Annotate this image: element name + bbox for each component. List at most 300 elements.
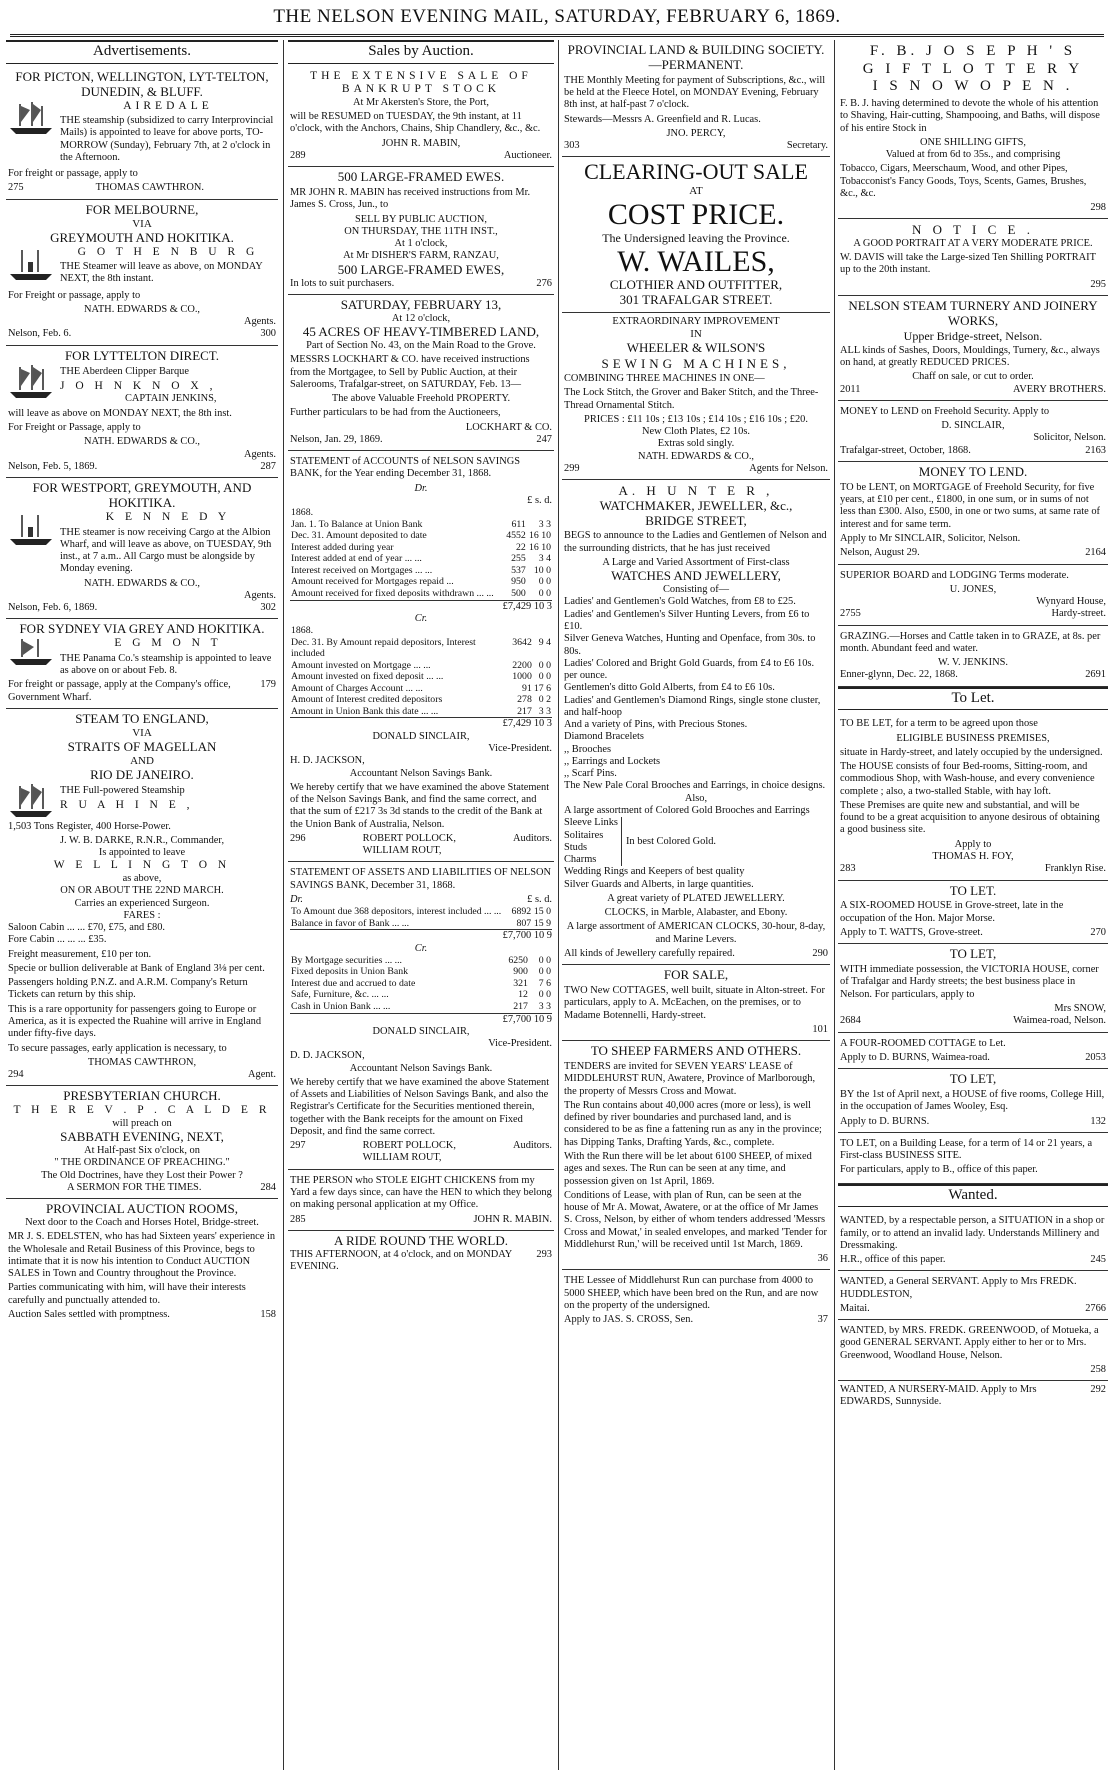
column-1 — [6, 40, 278, 1770]
ad-body: MONEY to LEND on Freehold Security. Apply to — [840, 405, 1050, 417]
account-item: Amount in Union Bank this date ... ... — [291, 705, 439, 717]
merchant-name: W. WAILES, — [617, 244, 775, 278]
masthead-rule — [10, 34, 1104, 37]
account-row — [290, 978, 552, 990]
ship-icon — [8, 246, 54, 282]
account-row — [290, 660, 552, 672]
account-row — [290, 588, 552, 600]
credit-total: £7,429 10 3 — [290, 717, 552, 730]
ad-number: 132 — [1090, 1115, 1106, 1127]
to-let-victoria-house — [838, 944, 1108, 1032]
jewellery-item: And a variety of Pins, with Precious Stones. — [564, 719, 748, 731]
ad-body: WANTED, by MRS. FREDK. GREENWOOD, of Motueka, a good GENERAL SERVANT. Apply either to her or to Mrs. Greenwood, Woodland House, Nelson. — [840, 1325, 1099, 1361]
ad-body: THE steamship (subsidized to carry Interprovincial Mails) is appointed to leave for above ports, TO-MORROW (Sunday), February 7th, at 2 o'clock in the Afternoon. — [60, 115, 274, 163]
signatory-title: Accountant Nelson Savings Bank. — [349, 767, 493, 779]
agent-name: THOMAS CAWTHRON. — [95, 182, 204, 194]
account-row — [290, 542, 552, 554]
ad-text: Waimea-road, Nelson. — [1013, 1015, 1106, 1027]
account-item: 1868. — [291, 507, 314, 519]
account-item: Amount invested on Mortgage ... ... — [291, 659, 431, 671]
bracket-item: Charms — [564, 854, 597, 866]
ad-body: TO LET, on a Building Lease, for a term of 14 or 21 years, a First-class BUSINESS SITE. — [840, 1137, 1093, 1162]
ad-text: Freight measurement, £10 per ton. — [8, 948, 152, 960]
auctioneer-name: JOHN R. MABIN, — [381, 137, 461, 149]
ship-icon — [8, 511, 54, 547]
assets-table-credit — [290, 955, 552, 1013]
ad-body: With the Run there will be let about 6100 SHEEP, of mixed ages and sexes. The Run can be seen at any time, and possession given on 1st April, 1869. — [564, 1150, 812, 1187]
ad-number: 294 — [8, 1069, 24, 1081]
sermon-topic: " THE ORDINANCE OF PREACHING." — [54, 1157, 230, 1169]
ad-date: Nelson, August 29. — [840, 547, 920, 559]
ad-date: Nelson, Feb. 5, 1869. — [8, 460, 98, 472]
jewellery-item: ,, Scarf Pins. — [564, 768, 617, 780]
ad-title: STRAITS OF MAGELLAN — [67, 738, 217, 754]
account-amount: 0 2 — [538, 694, 551, 706]
ad-text: To secure passages, early application is necessary, to — [8, 1042, 227, 1054]
ad-title: PROVINCIAL LAND & BUILDING SOCIETY.—PERMANENT. — [567, 42, 825, 72]
ad-text: Hardy-street. — [1051, 608, 1106, 620]
agent-label: Agents. — [243, 316, 276, 328]
ad-text: The Old Doctrines, have they Lost their Power ? — [41, 1169, 243, 1181]
account-row — [290, 918, 552, 930]
account-row — [290, 576, 552, 588]
ad-signature: THOMAS H. FOY, — [932, 851, 1014, 862]
jewellery-item: ,, Earrings and Lockets — [564, 755, 661, 767]
account-amount: 4552 — [506, 530, 526, 542]
bracket-item: Studs — [564, 841, 588, 853]
ad-body: THE Full-powered Steamship — [60, 784, 185, 796]
ad-text: At Half-past Six o'clock, on — [84, 1145, 200, 1156]
ship-icon — [8, 100, 54, 136]
ad-text: At 1 o'clock, — [394, 238, 448, 250]
ship-name: J O H N K N O X , — [60, 379, 217, 392]
fare-saloon: Saloon Cabin ... ... £70, £75, and £80. — [8, 922, 166, 934]
ad-body: WANTED, a General SERVANT. Apply to Mrs FREDK. HUDDLESTON, — [840, 1276, 1077, 1300]
ad-title: WHEELER & WILSON'S — [626, 339, 766, 355]
jewellery-item: ,, Brooches — [564, 743, 612, 755]
wanted-nursery-maid — [838, 1381, 1108, 1413]
ad-subtitle: Next door to the Coach and Horses Hotel, Bridge-street. — [25, 1217, 259, 1228]
ad-number: 284 — [260, 1181, 276, 1193]
ad-body: Parties communicating with him, will have their interests carefully and punctually attended to. — [8, 1282, 246, 1306]
auditors-label: Auditors. — [513, 1140, 552, 1152]
ad-title: SEWING MACHINES, — [601, 355, 791, 371]
bracket-list — [564, 817, 622, 866]
ad-title: FOR LYTTELTON DIRECT. — [64, 347, 220, 363]
agent-name: NATH. EDWARDS & CO., — [83, 577, 201, 589]
ad-body: situate in Hardy-street, and lately occupied by the undersigned. — [840, 746, 1103, 758]
to-let-grove-street — [838, 881, 1108, 945]
ad-text: Maitai. — [840, 1302, 870, 1314]
ad-number: 2766 — [1085, 1302, 1106, 1314]
ad-body: MESSRS LOCKHART & CO. have received instructions from the Mortgagee, to Sell by Public Auction, at their Salerooms, Trafalgar-street, on SATURDAY, Feb. 13— — [290, 354, 530, 390]
portrait-notice — [838, 219, 1108, 295]
auditor: ROBERT POLLOCK, — [362, 1140, 456, 1152]
account-amount: 537 — [511, 564, 526, 576]
ad-body: THE PERSON who STOLE EIGHT CHICKENS from my Yard a few days since, can have the HEN to which they belong on making personal application at my Office. — [290, 1174, 552, 1211]
account-item: Balance in favor of Bank ... ... — [291, 917, 410, 929]
price-list: PRICES : £11 10s ; £13 10s ; £14 10s ; £16 10s ; £20. — [584, 413, 808, 425]
ad-body: ALL kinds of Sashes, Doors, Mouldings, Turnery, &c., always on hand, at greatly REDUCED PRICES. — [840, 344, 1100, 369]
fares-heading: FARES : — [123, 909, 161, 921]
ad-number: 245 — [1090, 1254, 1106, 1266]
ad-number: 283 — [840, 863, 856, 875]
ad-and: AND — [130, 754, 154, 767]
account-item: Interest due and accrued to date — [291, 977, 416, 989]
shipping-ad-egmont — [6, 619, 278, 709]
sheep-farmers-ad — [562, 1041, 830, 1270]
ad-body: THE Panama Co.'s steamship is appointed to leave as above on or about Feb. 8. — [60, 652, 272, 677]
ad-title: COST PRICE. — [607, 197, 785, 231]
agent-name: NATH. EDWARDS & CO., — [83, 303, 201, 315]
account-amount: 1000 — [512, 671, 532, 683]
ad-text: ONE SHILLING GIFTS, — [920, 136, 1026, 148]
ad-text: A SERMON FOR THE TIMES. — [66, 1181, 202, 1193]
account-amount: 500 — [511, 588, 526, 600]
jewellery-item: Ladies' Colored and Bright Gold Guards, from £4 to £6 10s. per ounce. — [564, 657, 815, 682]
ship-icon — [8, 637, 54, 667]
ad-title: PRESBYTERIAN CHURCH. — [63, 1088, 221, 1104]
account-amount: 0 0 — [538, 989, 551, 1001]
account-row — [290, 906, 552, 918]
ad-number: 285 — [290, 1213, 306, 1225]
ad-body: THIS AFTERNOON, at 4 o'clock, and on MONDAY EVENING. — [290, 1248, 512, 1273]
account-item: Interest added at end of year ... ... — [291, 553, 422, 565]
account-item: By Mortgage securities ... ... — [291, 954, 403, 966]
account-table-credit — [290, 625, 552, 717]
account-amount: 3 3 — [538, 518, 551, 530]
port-name: W E L L I N G T O N — [53, 859, 231, 872]
ad-apply: For Freight or Passage, apply to — [8, 422, 141, 434]
account-amount: 900 — [513, 966, 528, 978]
ad-text: Franklyn Rise. — [1044, 863, 1106, 875]
stolen-chickens-notice — [288, 1170, 554, 1231]
ad-title: RIO DE JANEIRO. — [90, 766, 194, 782]
account-amount: 217 — [513, 1001, 528, 1013]
agent-name: NATH. EDWARDS & CO., — [637, 450, 755, 462]
ad-title: TO LET, — [949, 946, 997, 962]
account-amount: 15 9 — [533, 917, 551, 929]
ad-title: MONEY TO LEND. — [918, 464, 1028, 479]
account-amount: 278 — [517, 694, 532, 706]
account-amount — [527, 507, 552, 519]
account-amount: 91 — [522, 682, 532, 694]
ad-text: Further particulars to be had from the Auctioneers, — [290, 407, 501, 419]
account-item: Amount of Interest credited depositors — [291, 694, 443, 706]
jewellery-item: Ladies' and Gentlemen's Gold Watches, from £8 to £25. — [564, 596, 796, 608]
ad-date: Nelson, Feb. 6. — [8, 328, 72, 340]
account-amount: 950 — [511, 576, 526, 588]
ad-text: CLOTHIER AND OUTFITTER, — [609, 276, 783, 292]
signatory-title: Vice-President. — [488, 1038, 552, 1050]
ad-signature: U. JONES, — [949, 583, 997, 595]
ad-title: EXTRAORDINARY IMPROVEMENT — [612, 315, 780, 327]
account-amount: 9 4 — [538, 636, 551, 648]
ad-text: New Cloth Plates, £2 10s. — [642, 426, 750, 438]
ad-title: A RIDE ROUND THE WORLD. — [334, 1232, 508, 1248]
account-row — [290, 625, 552, 637]
ad-signature: JNO. PERCY, — [666, 127, 726, 139]
auction-land — [288, 295, 554, 451]
ad-body: TO be LENT, on MORTGAGE of Freehold Security, for five years, at £10 per cent., £1800, in one sum, or in sums of not less than £300. Also, £500, in one or two sums, at same rate of interest and for same term. — [840, 481, 1101, 530]
ad-text: A large assortment of Colored Gold Brooches and Earrings — [564, 805, 810, 816]
account-amount: 321 — [513, 977, 528, 989]
ad-body: MR J. S. EDELSTEN, who has had Sixteen years' experience in the Wholesale and Retail Business of this Province, begs to intimate that it is now his intention to Conduct AUCTION SALES in Town and Country throughout the Province. — [8, 1231, 276, 1280]
account-row — [290, 553, 552, 565]
ship-name: AIREDALE — [123, 99, 213, 112]
ad-number: 2691 — [1085, 669, 1106, 681]
account-amount: 255 — [511, 553, 526, 565]
shipping-ad-john-knox — [6, 346, 278, 478]
ad-body: will be RESUMED on TUESDAY, the 9th instant, at 11 o'clock, with the Anchors, Chains, Ship Chandlery, &c., &c. — [290, 111, 541, 135]
shipping-ad-kennedy — [6, 478, 278, 619]
ad-body: The HOUSE consists of four Bed-rooms, Sitting-room, and commodious Shop, with Wash-house, and every convenience complete ; also, a two-stalled Stable, with hay loft. — [840, 761, 1095, 797]
ad-body: A FOUR-ROOMED COTTAGE to Let. — [840, 1037, 1006, 1049]
account-table-debit — [290, 507, 552, 599]
ad-title: FOR PICTON, WELLINGTON, LYT-TELTON, DUNEDIN, & BLUFF. — [15, 68, 269, 99]
account-item: Interest added during year — [291, 541, 394, 553]
agent-label: Agents. — [243, 448, 276, 460]
jewellery-item: Diamond Bracelets — [564, 731, 644, 743]
ad-text: CLOCKS, in Marble, Alabaster, and Ebony. — [604, 907, 788, 919]
ad-apply: Apply to D. BURNS. — [840, 1115, 930, 1127]
ad-body: SUPERIOR BOARD and LODGING Terms moderate. — [840, 569, 1069, 581]
ad-body: WANTED, A NURSERY-MAID. Apply to Mrs EDWARDS, Sunnyside. — [840, 1384, 1037, 1408]
clearing-sale-ad — [562, 157, 830, 312]
ad-body: BEGS to announce to the Ladies and Gentlemen of Nelson and the surrounding districts, that he has just received — [564, 530, 827, 554]
ride-round-world-ad — [288, 1231, 554, 1277]
ad-text: A great variety of PLATED JEWELLERY. — [607, 892, 785, 904]
ad-date: Trafalgar-street, October, 1868. — [840, 444, 971, 456]
ad-text: Specie or bullion deliverable at Bank of England 3⅛ per cent. — [8, 962, 265, 974]
ad-text: H.R., office of this paper. — [840, 1254, 946, 1266]
account-item: Jan. 1. To Balance at Union Bank — [291, 518, 423, 530]
ad-title: FOR WESTPORT, GREYMOUTH, AND HOKITIKA. — [32, 480, 252, 511]
column-divider — [834, 40, 835, 1770]
account-amount: 3 3 — [538, 705, 551, 717]
ad-title: FOR SALE, — [663, 967, 729, 983]
board-lodging-ad — [838, 565, 1108, 626]
signatory: DONALD SINCLAIR, — [372, 1025, 470, 1037]
ad-text: Passengers holding P.N.Z. and A.R.M. Company's Return Tickets can return by this ship. — [8, 977, 248, 1001]
ad-title: THE EXTENSIVE SALE OF — [310, 69, 532, 82]
auditor: WILLIAM ROUT, — [362, 1152, 442, 1164]
account-amount: 6892 — [511, 906, 532, 918]
column-2 — [288, 40, 554, 1770]
money-to-lend-ad — [838, 462, 1108, 565]
ad-body: TWO New COTTAGES, well built, situate in Alton-street. For particulars, apply to A. McEachen, on the premises, or to Madame Botennelli, Hardy-street. — [564, 985, 825, 1021]
ad-text: Carries an experienced Surgeon. — [74, 897, 210, 909]
ad-text: Chaff on sale, or cut to order. — [912, 371, 1034, 383]
ad-title: BANKRUPT STOCK — [341, 83, 501, 96]
to-let-college-hill — [838, 1069, 1108, 1133]
auditor: ROBERT POLLOCK, — [362, 832, 456, 844]
ad-number: 297 — [290, 1140, 306, 1152]
account-amount: 3 3 — [538, 1001, 551, 1013]
ad-number: 101 — [812, 1023, 828, 1035]
ad-body: THE Monthly Meeting for payment of Subscriptions, &c., will be held at the Fleece Hotel, on MONDAY Evening, February 8th inst, at half-past 7 o'clock. — [564, 74, 826, 111]
ad-apply: For freight or passage, apply to — [8, 168, 138, 180]
ad-number: 36 — [817, 1253, 828, 1265]
to-let-cottage — [838, 1033, 1108, 1070]
ad-apply: For Freight or passage, apply to — [8, 289, 141, 301]
money-lend-ad — [838, 401, 1108, 462]
ad-date: Enner-glynn, Dec. 22, 1868. — [840, 669, 958, 681]
ad-text: Silver Guards and Alberts, in large quantities. — [564, 878, 754, 890]
credit-label: Cr. — [414, 942, 428, 954]
ad-text: Auction Sales settled with promptness. — [8, 1308, 170, 1320]
ad-title: STATEMENT OF ASSETS AND LIABILITIES OF NELSON SAVINGS BANK, December 31, 1868. — [290, 867, 552, 891]
ad-via: VIA — [132, 217, 152, 230]
business-premises-ad — [838, 713, 1108, 880]
account-item: 1868. — [291, 625, 314, 637]
ad-body: The Lock Stitch, the Grover and Baker Stitch, and the Three-Thread Ornamental Stitch. — [564, 387, 819, 411]
ad-date: Nelson, Feb. 6, 1869. — [8, 602, 98, 614]
signature-title: Secretary. — [786, 140, 828, 152]
ad-title: G I F T L O T T E R Y — [862, 60, 1084, 77]
ad-number: 247 — [536, 433, 552, 445]
ad-number: 2164 — [1085, 547, 1106, 559]
grazing-ad — [838, 626, 1108, 687]
ad-title: FOR SYDNEY VIA GREY AND HOKITIKA. — [19, 621, 265, 637]
audit-certificate: We hereby certify that we have examined the above Statement of Assets and Liabilities of Nelson Savings Bank, and also the Registrar's Certificate for the Securities mentioned therein, together with the Bank receipts for the amount on Fixed Deposit, and find the same correct. — [290, 1076, 550, 1137]
sheep-purchase-ad — [562, 1270, 830, 1330]
ad-text: At Mr Akersten's Store, the Port, — [352, 96, 490, 108]
account-item: To Amount due 368 depositors, interest included ... ... — [291, 906, 502, 918]
account-amount — [533, 625, 552, 637]
auctioneer-label: Auctioneer. — [503, 149, 552, 161]
account-item: Dec. 31. Amount deposited to date — [291, 530, 427, 542]
auction-ewes — [288, 167, 554, 295]
ad-text: Consisting of— — [662, 584, 730, 596]
ad-body: MR JOHN R. MABIN has received instructions from Mr. James S. Cross, Jun., to — [290, 187, 531, 211]
ad-text: BRIDGE STREET, — [645, 512, 747, 528]
ad-title: SATURDAY, FEBRUARY 13, — [340, 296, 502, 312]
fare-fore: Fore Cabin ... ... ... £35. — [8, 934, 107, 946]
ad-number: 37 — [817, 1314, 828, 1326]
column-divider — [283, 40, 284, 1770]
ad-number: 292 — [1090, 1384, 1106, 1396]
ad-signature: W. V. JENKINS. — [938, 657, 1008, 669]
bracket-note: In best Colored Gold. — [625, 835, 717, 847]
ad-text: SELL BY PUBLIC AUCTION, — [354, 213, 487, 225]
ad-body: THE Aberdeen Clipper Barque — [60, 365, 189, 377]
ad-number: 270 — [1090, 927, 1106, 938]
jeweller-ad — [562, 480, 830, 965]
ad-number: 258 — [1090, 1363, 1106, 1375]
ad-title: I S N O W O P E N . — [872, 78, 1074, 95]
ship-name: K E N N E D Y — [105, 510, 231, 523]
ad-body: A SIX-ROOMED HOUSE in Grove-street, late in the occupation of the Hon. Major Morse. — [840, 900, 1064, 924]
debit-total: £7,429 10 3 — [290, 600, 552, 613]
ad-body: COMBINING THREE MACHINES IN ONE— — [564, 373, 765, 385]
church-notice — [6, 1086, 278, 1199]
account-row — [290, 1001, 552, 1013]
signatory: D. D. JACKSON, — [290, 1050, 365, 1062]
ad-text: AT — [689, 184, 703, 197]
signature-title: Solicitor, Nelson. — [1033, 432, 1106, 444]
account-amount: 807 — [516, 917, 532, 929]
account-row — [290, 565, 552, 577]
ad-title: FOR MELBOURNE, — [85, 201, 199, 217]
currency-header: £ s. d. — [527, 893, 552, 905]
credit-label: Cr. — [414, 612, 428, 624]
ad-title: CLEARING-OUT SALE — [584, 159, 808, 185]
ad-apply: For freight or passage, apply at the Company's office, Government Wharf. — [8, 679, 231, 703]
to-let-building-lease — [838, 1133, 1108, 1184]
account-amount: 0 0 — [538, 659, 551, 671]
ad-text: A Large and Varied Assortment of First-class — [602, 557, 790, 569]
shipping-ad-gothenburg — [6, 200, 278, 346]
ad-text: WATCHES AND JEWELLERY, — [611, 568, 781, 584]
account-amount: 0 0 — [538, 588, 551, 600]
ad-body: TENDERS are invited for SEVEN YEARS' LEASE of MIDDLEHURST RUN, Awatere, Province of Marlborough, the property of Messrs Cross and Mowat. — [564, 1061, 816, 1097]
ad-text: 45 ACRES OF HEAVY-TIMBERED LAND, — [302, 324, 540, 340]
ad-text: SABBATH EVENING, NEXT, — [60, 1129, 224, 1145]
agent-name: NATH. EDWARDS & CO., — [83, 436, 201, 448]
captain-name: CAPTAIN JENKINS, — [124, 393, 217, 405]
ad-number: 2011 — [840, 383, 861, 395]
ad-text: Extras sold singly. — [657, 438, 735, 450]
ad-text: In lots to suit purchasers. — [290, 277, 395, 289]
account-amount: 0 0 — [538, 576, 551, 588]
auction-bankrupt-stock — [288, 67, 554, 167]
ad-number: 303 — [564, 140, 580, 152]
signatory-title: Accountant Nelson Savings Bank. — [349, 1062, 493, 1074]
debit-label: Dr. — [414, 482, 428, 494]
ad-body: THE steamer is now receiving Cargo at the Albion Wharf, and will leave as above, on TUESDAY, 9th inst., at 7 a.m.. All Cargo must be alongside by Monday evening. — [60, 526, 272, 575]
account-row — [290, 683, 552, 695]
ad-body: TO BE LET, for a term to be agreed upon those — [840, 718, 1038, 730]
turnery-works-ad — [838, 296, 1108, 401]
ad-date: Nelson, Jan. 29, 1869. — [290, 433, 383, 445]
ad-signature: D. SINCLAIR, — [941, 420, 1005, 432]
ad-text: Part of Section No. 43, on the Main Road to the Grove. — [306, 340, 536, 352]
ad-number: 276 — [536, 277, 552, 289]
account-item: Cash in Union Bank ... ... — [291, 1001, 391, 1013]
account-item: Amount received for Mortgages repaid ... — [291, 576, 454, 588]
ad-text: A large assortment of AMERICAN CLOCKS, 30-hour, 8-day, and Marine Levers. — [566, 921, 826, 945]
ad-body: GRAZING.—Horses and Cattle taken in to GRAZE, at 8s. per month. Abundant feed and water. — [840, 630, 1101, 654]
ad-text: will preach on — [112, 1117, 172, 1129]
account-amount: 7 6 — [538, 977, 551, 989]
ad-title: NELSON STEAM TURNERY AND JOINERY WORKS, — [848, 297, 1098, 328]
account-row — [290, 966, 552, 978]
account-amount: 611 — [511, 518, 526, 530]
account-amount: 16 10 — [528, 530, 551, 542]
auditor: WILLIAM ROUT, — [362, 845, 442, 857]
account-amount: 16 10 — [528, 541, 551, 553]
preacher-name: T H E R E V . P . C A L D E R — [13, 1104, 271, 1117]
ad-title: STEAM TO ENGLAND, — [75, 710, 209, 726]
jewellery-item: Silver Geneva Watches, Hunting and Openface, from 30s. to 80s. — [564, 633, 816, 657]
account-amount: 0 0 — [538, 966, 551, 978]
agent-label: Agents for Nelson. — [749, 463, 828, 475]
account-item: Fixed deposits in Union Bank — [291, 966, 409, 978]
ad-body: will leave as above on MONDAY NEXT, the 8th inst. — [8, 407, 232, 419]
masthead: THE NELSON EVENING MAIL, SATURDAY, FEBRUARY 6, 1869. — [273, 6, 841, 27]
ad-text: The above Valuable Freehold PROPERTY. — [331, 393, 511, 405]
shipping-ad-airedale — [6, 67, 278, 200]
ad-number: 290 — [812, 947, 828, 959]
ad-apply: Apply to D. BURNS, Waimea-road. — [840, 1051, 990, 1063]
account-row — [290, 955, 552, 967]
ad-text: A GOOD PORTRAIT AT A VERY MODERATE PRICE. — [853, 237, 1093, 249]
auction-rooms-ad — [6, 1199, 278, 1325]
ad-number: 2755 — [840, 608, 861, 620]
auditors-label: Auditors. — [513, 832, 552, 844]
ad-title: F. B. J O S E P H ' S — [869, 43, 1077, 59]
